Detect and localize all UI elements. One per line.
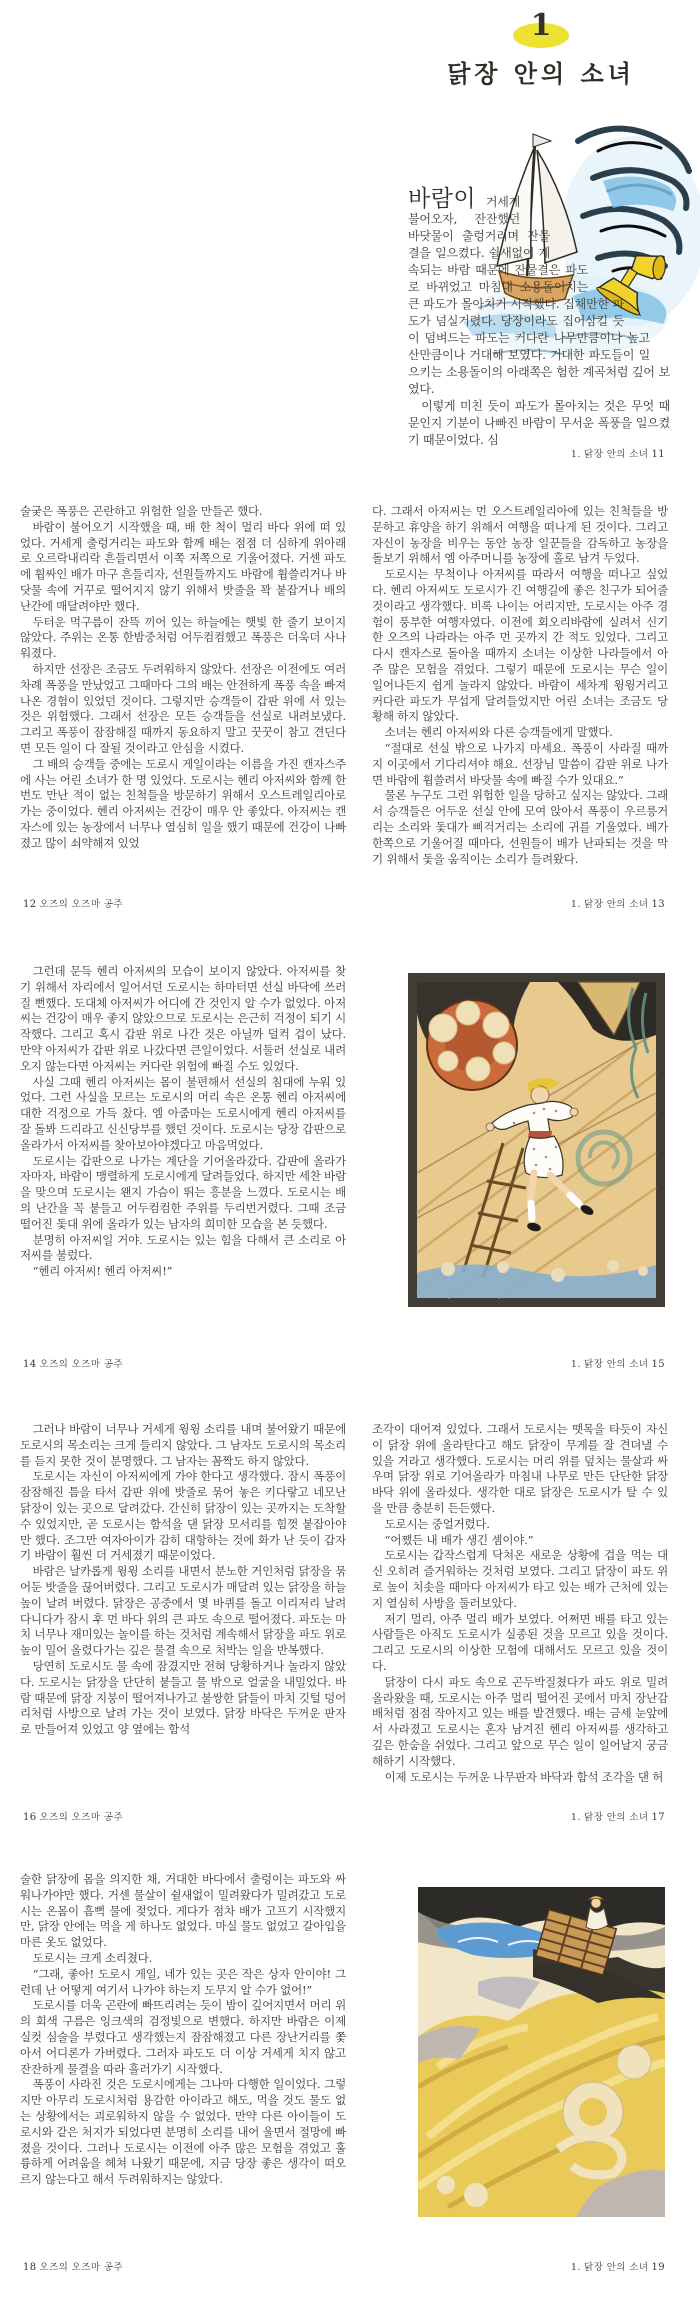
spread-3 bbox=[0, 935, 700, 1385]
page-14-footer bbox=[20, 1356, 123, 1370]
opener-paragraph: 이렇게 미친 듯이 파도가 몰아치는 것은 무엇 때문인지 기분이 나빠진 바람이 무서운 폭풍을 일으켰기 때문이었다. 심 bbox=[408, 399, 670, 447]
page-12-footer bbox=[20, 896, 123, 910]
paragraph: 도로시는 무척이나 아저씨를 따라서 여행을 떠나고 싶었다. 헨리 아저씨도 도로시가 긴 여행길에 좋은 친구가 되어줄 것이라고 생각했다. 비록 나이는 어리지만, 도로시는 아주 경험이 풍부한 여행자였다. 이전에 회오리바람에 실려서 신기한 오즈의 나라라는 아주 먼 곳까지 간 적도 있었다. 그리고 다시 캔자스로 돌아올 때까지 소녀는 이상한 나라들에서 아주 많은 모험을 겪었다. 그렇기 때문에 도로시는 무슨 일이 일어나든지 쉽게 놀라지 않았다. 바람이 세차게 윙윙거리고 커다란 파도가 무섭게 달려들었지만 어린 소녀는 조금도 당황해 하지 않았다. bbox=[372, 567, 668, 724]
paragraph: 바람은 날카롭게 윙윙 소리를 내면서 분노한 거인처럼 닭장을 묶어둔 밧줄을 끊어버렸다. 그리고 도로시가 매달려 있는 닭장을 하늘 높이 날려 버렸다. 닭장은 공중에서 몇 바퀴를 돌고 이리저리 날려 다니다가 잠시 후 먼 바다 위의 큰 파도 속으로 떨어졌다. 파도는 마치 너무나 재미있는 놀이를 하는 것처럼 계속해서 닭장을 파도 위로 높이 밀어 올렸다가는 깊은 물결 속으로 처박는 일을 반복했다. bbox=[20, 1564, 346, 1658]
wrap-spacer bbox=[650, 324, 670, 358]
page-16-text bbox=[20, 1422, 346, 1800]
wrap-spacer bbox=[520, 188, 670, 222]
paragraph: 술궂은 폭풍은 곤란하고 위험한 일을 만들곤 했다. bbox=[20, 504, 263, 518]
spread-5 bbox=[0, 1835, 700, 2303]
paragraph: 그러나 바람이 너무나 거세게 윙윙 소리를 내며 불어왔기 때문에 도로시의 목소리는 크게 들리지 않았다. 그 남자도 도로시의 목소리를 듣지 못한 것이 분명했다. 그 남자는 꼼짝도 하지 않았다. bbox=[20, 1422, 346, 1468]
page-15-footer bbox=[571, 1356, 668, 1370]
paragraph: 그 배의 승객들 중에는 도로시 게일이라는 이름을 가진 캔자스주에 사는 어린 소녀가 한 명 있었다. 도로시는 헨리 아저씨와 함께 한번도 만난 적이 없는 친척들을 방문하기 위해서 오스트레일리아로 가는 중이었다. 헨리 아저씨는 건강이 매우 안 좋았다. 아저씨는 캔자스에 있는 농장에서 너무나 열심히 일을 했기 때문에 건강이 나빠졌고 많이 쇠약해져 있었 bbox=[20, 756, 346, 850]
spread-4 bbox=[0, 1385, 700, 1835]
paragraph: 도로시는 중얼거렸다. bbox=[384, 1516, 490, 1531]
footer-series-title: 오즈의 오즈마 공주 bbox=[39, 899, 123, 910]
paragraph: 분명히 아저씨일 거야. 도로시는 있는 힘을 다해서 큰 소리로 아저씨를 불렀다. bbox=[20, 1232, 346, 1263]
footer-page-number: 11 bbox=[651, 449, 665, 460]
footer-chapter-title: 1. 닭장 안의 소녀 bbox=[570, 2262, 649, 2273]
page-11-footer bbox=[571, 446, 668, 460]
dorothy-on-ship-deck-illustration bbox=[408, 973, 665, 1307]
chapter-number-badge bbox=[405, 6, 677, 52]
footer-page-number: 17 bbox=[651, 1812, 665, 1823]
paragraph: 닭장이 다시 파도 속으로 곤두박질쳤다가 파도 위로 밀려 올라왔을 때, 도로시는 아주 멀리 떨어진 곳에서 마치 장난감 배처럼 점점 작아지고 있는 배를 발견했다. 배는 금세 눈앞에서 사라졌고 도로시는 혼자 남겨진 헨리 아저씨를 생각하고 깊은 한숨을 쉬었다. 그리고 앞으로 무슨 일이 일어날지 궁금해하기 시작했다. bbox=[372, 1674, 668, 1768]
opener-lead-word: 바람이 bbox=[408, 186, 477, 212]
wrap-spacer bbox=[624, 290, 670, 324]
page-18-text bbox=[20, 1872, 346, 2250]
chapter-number: 1 bbox=[530, 8, 552, 43]
paragraph: 하지만 선장은 조금도 두려워하지 않았다. 선장은 이전에도 여러 차례 폭풍을 만났었고 그때마다 그의 배는 안전하게 폭풍 속을 빠져나온 경험이 있었던 것이다. 그렇지만 승객들이 갑판 위에 서 있는 것은 위험했다. 그래서 선장은 모든 승객들을 선실로 내려보냈다. 그리고 폭풍이 잠잠해질 때까지 동요하지 말고 꿋꿋이 참고 견딘다면 모든 일이 다 잘될 것이라고 안심을 시켰다. bbox=[20, 661, 346, 755]
paragraph: “그래, 좋아! 도로시 게일, 네가 있는 곳은 작은 상자 안이야! 그런데 난 어떻게 여기서 나가야 하는지 도무지 알 수가 없어!” bbox=[20, 1966, 346, 1997]
paragraph: 물론 누구도 그런 위험한 일을 당하고 싶지는 않았다. 그래서 승객들은 어두운 선실 안에 모여 앉아서 폭풍이 우르릉거리는 소리와 돛대가 삐걱거리는 소리에 귀를 기울였다. 배가 한쪽으로 기울어질 때마다, 선원들이 배가 난파되는 것을 막기 위해서 돛을 움직이는 소리가 들려왔다. bbox=[372, 788, 668, 866]
paragraph: 도로시는 갑작스럽게 닥쳐온 새로운 상황에 겁을 먹는 대신 오히려 즐거워하는 것처럼 보였다. 그리고 닭장이 파도 위로 높이 치솟을 때마다 아저씨가 타고 있는 배가 근처에 있는지 열심히 사방을 둘러보았다. bbox=[372, 1548, 668, 1610]
page-13-text bbox=[372, 504, 668, 882]
page-17-text bbox=[372, 1422, 668, 1800]
footer-series-title: 오즈의 오즈마 공주 bbox=[39, 1359, 123, 1370]
footer-page-number: 14 bbox=[23, 1359, 37, 1370]
paragraph: 술한 닭장에 몸을 의지한 채, 거대한 바다에서 출렁이는 파도와 싸워나가야만 했다. 거센 물살이 쉴새없이 밀려왔다가 밀려갔고 도로시는 온몸이 흠뻑 물에 젖었다. 게다가 점차 배가 고프기 시작했지만, 닭장 안에는 먹을 게 하나도 없었다. 마실 물도 없었고 갈아입을 마른 옷도 없었다. bbox=[20, 1872, 346, 1950]
paragraph: 사실 그때 헨리 아저씨는 몸이 불편해서 선실의 침대에 누워 있었다. 그런 사실을 모르는 도로시의 머리 속은 온통 헨리 아저씨에 대한 걱정으로 가득 찼다. 엠 아줌마는 도로시에게 헨리 아저씨를 잘 돌봐 드리라고 신신당부를 했던 것이다. 도로시는 당장 갑판으로 올라가서 아저씨를 찾아보아야겠다고 마음먹었다. bbox=[20, 1074, 346, 1152]
paragraph: 도로시는 갑판으로 나가는 계단을 기어올라갔다. 갑판에 올라가자마자, 바람이 맹렬하게 도로시에게 달려들었다. 하지만 세찬 바람을 맞으며 도로시는 왠지 가슴이 뛰는 흥분을 느꼈다. 도로시는 배의 난간을 꼭 붙들고 어두컴컴한 주위를 두리번거렸다. 그때 조금 떨어진 돛대 위에 올라가 있는 남자의 희미한 모습을 본 듯했다. bbox=[20, 1153, 346, 1231]
paragraph: 저기 멀리, 아주 멀리 배가 보였다. 어쩌면 배를 타고 있는 사람들은 아직도 도로시가 실종된 것을 모르고 있을 것이다. 그리고 도로시의 이상한 모험에 대해서도 모르고 있을 것이다. bbox=[372, 1611, 668, 1673]
paragraph: “절대로 선실 밖으로 나가지 마세요. 폭풍이 사라질 때까지 이곳에서 기다리셔야 해요. 선장님 말씀이 갑판 위로 나가면 바람에 휩쓸려서 바닷물 속에 빠질 수가 있대요.” bbox=[372, 740, 668, 787]
paragraph: 바람이 불어오기 시작했을 때, 배 한 척이 멀리 바다 위에 떠 있었다. 거세게 출렁거리는 파도와 함께 배는 점점 더 심하게 위아래로 오르락내리락 흔들리면서 이쪽 저쪽으로 기울어졌다. 거센 파도에 휩싸인 배가 마구 흔들리자, 선원들까지도 바람에 휩쓸리거나 바닷물 속에 거꾸로 떨어지지 않기 위해서 밧줄을 꽉 붙잡거나 배의 난간에 매달려야만 했다. bbox=[20, 519, 346, 613]
footer-chapter-title: 1. 닭장 안의 소녀 bbox=[570, 449, 649, 460]
footer-page-number: 16 bbox=[23, 1812, 37, 1823]
paragraph: 그런데 문득 헨리 아저씨의 모습이 보이지 않았다. 아저씨를 찾기 위해서 자리에서 일어서던 도로시는 하마터면 선실 바닥에 쓰러질 뻔했다. 도대체 아저씨가 어디에 간 것인지 알 수가 없었다. 아저씨는 건강이 매우 좋지 않았으므로 도로시는 은근히 걱정이 되기 시작했다. 그리고 혹시 갑판 위로 나간 것은 아닐까 덜컥 겁이 났다. 만약 아저씨가 갑판 위로 나갔다면 큰일이었다. 서둘러 선실로 내려오지 않는다면 아저씨는 커다란 위험에 빠질 수도 있었다. bbox=[20, 964, 346, 1073]
footer-page-number: 19 bbox=[651, 2262, 665, 2273]
page-16-footer bbox=[20, 1809, 123, 1823]
page-19-footer bbox=[571, 2259, 668, 2273]
page-17-footer bbox=[571, 1809, 668, 1823]
footer-chapter-title: 1. 닭장 안의 소녀 bbox=[570, 899, 649, 910]
paragraph: 다. 그래서 아저씨는 먼 오스트레일리아에 있는 친척들을 방문하고 휴양을 하기 위해서 여행을 떠나게 된 것이다. 그리고 자신이 농장을 비우는 동안 농장 일꾼들을 감독하고 농장을 돌보기 위해서 엠 아주머니를 농장에 홀로 남겨 두었다. bbox=[372, 504, 668, 566]
opener-body-text bbox=[408, 188, 670, 449]
footer-series-title: 오즈의 오즈마 공주 bbox=[39, 2262, 123, 2273]
footer-series-title: 오즈의 오즈마 공주 bbox=[39, 1812, 123, 1823]
footer-page-number: 12 bbox=[23, 899, 37, 910]
paragraph: 폭풍이 사라진 것은 도로시에게는 그나마 다행한 일이었다. 그렇지만 아무리 도로시처럼 용감한 아이라고 해도, 먹을 것도 물도 없는 상황에서는 괴로워하지 않을 수 없었다. 만약 다른 아이들이 도로시와 같은 처지가 되었다면 분명히 소리를 내어 울면서 절망에 빠졌을 것이다. 그러나 도로시는 이전에 아주 많은 모험을 겪었고 훌륭하게 어려움을 헤쳐 나왔기 때문에, 지금 당장 좋은 생각이 떠오르지 않는다고 해서 두려워하지는 않았다. bbox=[20, 2077, 346, 2187]
paragraph: “어쨌든 내 배가 생긴 셈이야.” bbox=[384, 1532, 534, 1547]
opener-lead-rest: 거세게 불어오자, 잔잔했던 바닷물이 출렁거리며 잔물결을 일으켰다. 쉴새없이 계속되는 바람 때문에 잔물결은 파도로 바뀌었고 마침내 소용돌이치는 큰 파도가 몰아치기 시작했다. 집채만한 파도가 넘실거렸다. 당장이라도 집어삼킬 듯이 덤벼드는 파도는 커다란 나무만큼이나 높고 산만큼이나 거대해 보였다. 거대한 파도들이 일으키는 소용돌이의 아래쪽은 험한 계곡처럼 깊어 보였다. bbox=[408, 195, 670, 396]
wrap-spacer bbox=[550, 222, 670, 256]
spread-1 bbox=[0, 0, 700, 497]
footer-chapter-title: 1. 닭장 안의 소녀 bbox=[570, 1359, 649, 1370]
paragraph: 두터운 먹구름이 잔뜩 끼어 있는 하늘에는 햇빛 한 줄기 보이지 않았다. 주위는 온통 한밤중처럼 어두컴컴했고 폭풍은 더욱더 사나워졌다. bbox=[20, 614, 346, 661]
chicken-coop-on-golden-waves-illustration bbox=[418, 1887, 665, 2217]
page-18-footer bbox=[20, 2259, 123, 2273]
paragraph: 도로시는 크게 소리쳤다. bbox=[32, 1950, 153, 1965]
paragraph: 소녀는 헨리 아저씨와 다른 승객들에게 말했다. bbox=[384, 725, 613, 740]
paragraph: 도로시는 자신이 아저씨에게 가야 한다고 생각했다. 잠시 폭풍이 잠잠해진 틈을 타서 갑판 위에 밧줄로 묶어 놓은 키다랗고 네모난 닭장이 있는 곳으로 달려갔다. 간신히 닭장이 있는 곳까지는 도착할 수 있었지만, 곧 도로시는 함석을 댄 닭장 모서리를 힘껏 붙잡아야만 했다. 조그만 여자아이가 감히 대항하는 것에 화가 난 듯이 갑자기 바람이 훨씬 더 거세졌기 때문이었다. bbox=[20, 1469, 346, 1563]
page-14-text bbox=[20, 964, 346, 1342]
chapter-title: 닭장 안의 소녀 bbox=[447, 59, 635, 88]
spread-2 bbox=[0, 497, 700, 935]
paragraph: 당연히 도로시도 물 속에 잠겼지만 전혀 당황하거나 놀라지 않았다. 도로시는 닭장을 단단히 붙들고 물 밖으로 얼굴을 내밀었다. 바람 때문에 닭장 지붕이 떨어져나가고 불쌍한 닭들이 마치 깃털 덩어리처럼 사방으로 날려 가는 것이 보였다. 닭장 바닥은 두꺼운 판자로 만들어져 있었고 양 옆에는 함석 bbox=[20, 1658, 346, 1737]
paragraph: 조각이 대어져 있었다. 그래서 도로시는 뗏목을 타듯이 자신이 닭장 위에 올라탄다고 해도 닭장이 무게를 잘 견뎌낼 수 있을 거라고 생각했다. 도로시는 머리 위를 덮치는 물살과 싸우며 닭장 위로 기어올라가 마침내 나무로 만든 단단한 닭장 바닥 위에 올라섰다. 생각한 대로 닭장은 도로시가 탈 수 있을 만큼 충분히 든든했다. bbox=[372, 1422, 668, 1515]
footer-chapter-title: 1. 닭장 안의 소녀 bbox=[570, 1812, 649, 1823]
paragraph: 도로시를 더욱 곤란에 빠뜨리려는 듯이 밤이 깊어지면서 머리 위의 회색 구름은 잉크색의 검정빛으로 변했다. 하지만 바람은 이제 실컷 심술을 부렸다고 생각했는지 잠잠해졌고 다른 장난거리를 쫓아서 어디론가 가버렸다. 그러자 파도도 더 이상 거세게 치지 않고 잔잔하게 물결을 따라 흘러가기 시작했다. bbox=[20, 1998, 346, 2076]
page-13-footer bbox=[571, 896, 668, 910]
paragraph: 이제 도로시는 두꺼운 나무판자 바닥과 함석 조각을 댄 허 bbox=[384, 1769, 664, 1784]
footer-page-number: 13 bbox=[651, 899, 665, 910]
wrap-spacer bbox=[588, 256, 670, 290]
paragraph: “헨리 아저씨! 헨리 아저씨!” bbox=[32, 1264, 173, 1279]
page-12-text bbox=[20, 504, 346, 882]
footer-page-number: 15 bbox=[651, 1359, 665, 1370]
footer-page-number: 18 bbox=[23, 2262, 37, 2273]
